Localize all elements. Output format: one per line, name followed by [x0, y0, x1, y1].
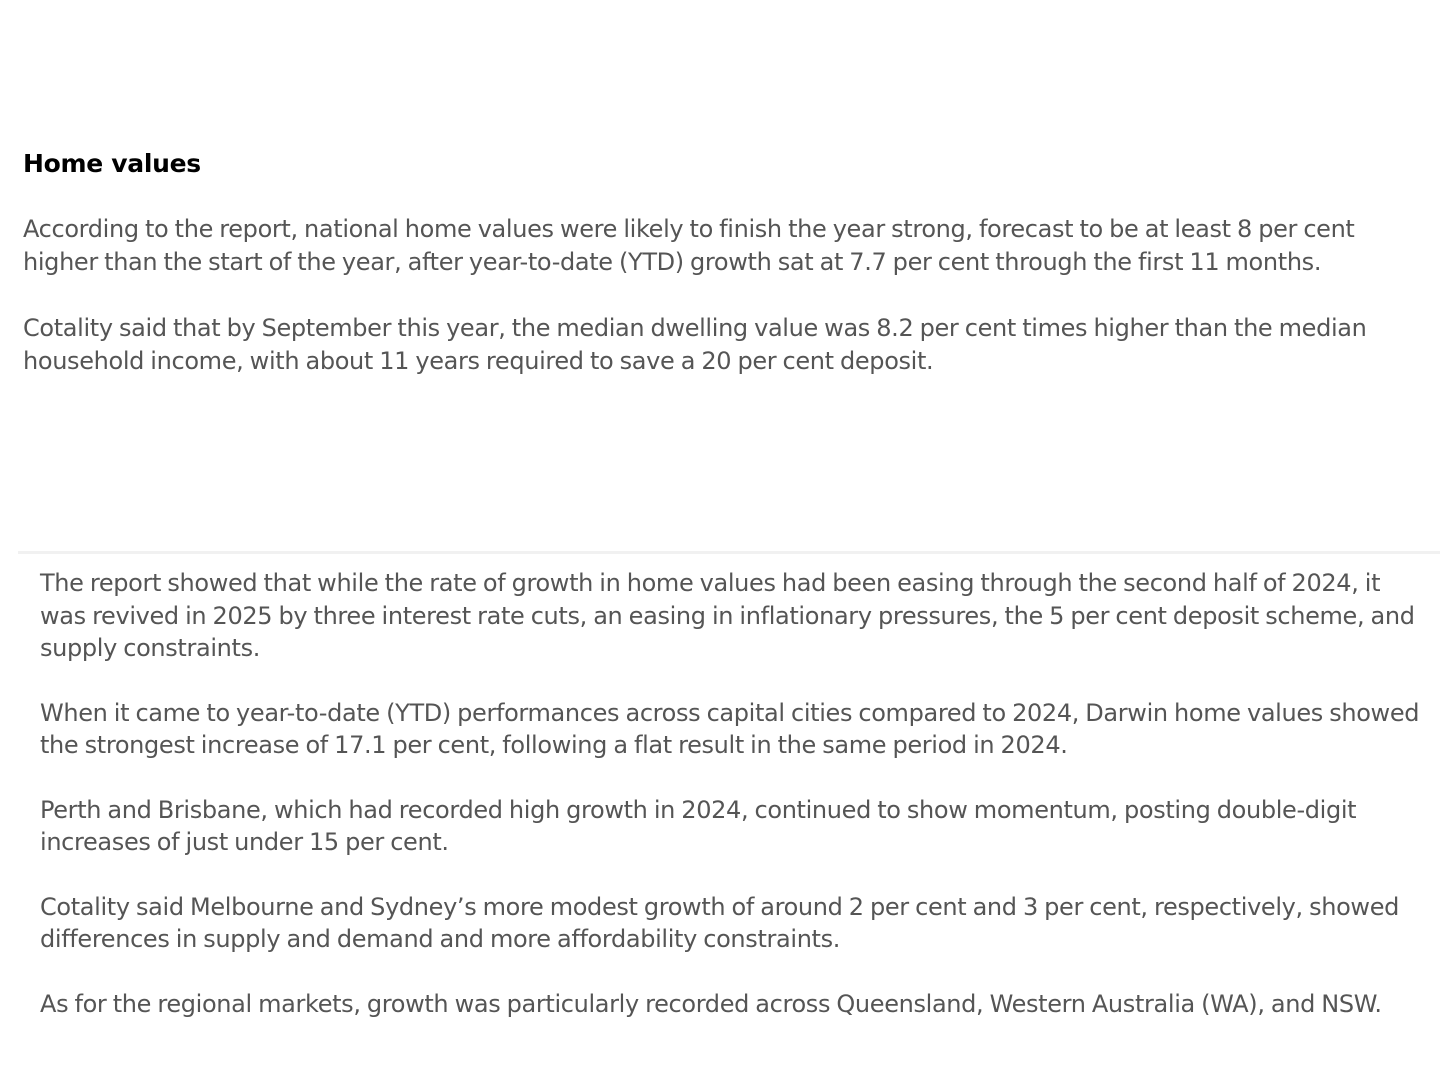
paragraph-regional-markets: As for the regional markets, growth was particularly recorded across Queensland, Western Australia (WA), and NSW. — [40, 989, 1382, 1018]
paragraph-melbourne-sydney: Cotality said Melbourne and Sydney’s more modest growth of around 2 per cent and 3 per cent, respectively, showed differences in supply and demand and more affordability constraints. — [40, 892, 1399, 953]
paragraph-median-dwelling-value: Cotality said that by September this year, the median dwelling value was 8.2 per cent times higher than the median household income, with about 11 years required to save a 20 per cent deposit. — [23, 314, 1367, 375]
paragraph-darwin-increase: When it came to year-to-date (YTD) performances across capital cities compared to 2024, Darwin home values showed the strongest increase of 17.1 per cent, following a flat result in the same period in 2024. — [40, 698, 1420, 759]
paragraph-national-home-values: According to the report, national home values were likely to finish the year strong, forecast to be at least 8 per cent higher than the start of the year, after year-to-date (YTD) growth sat at 7.7 per cent through the first 11 months. — [23, 215, 1355, 276]
paragraph-perth-brisbane: Perth and Brisbane, which had recorded high growth in 2024, continued to show momentum, posting double-digit increases of just under 15 per cent. — [40, 795, 1357, 856]
section-heading: Home values — [23, 149, 201, 178]
section-divider — [18, 551, 1440, 554]
article-section-top — [23, 146, 1423, 411]
article-section-bottom — [40, 567, 1425, 1052]
paragraph-growth-revived: The report showed that while the rate of growth in home values had been easing through the second half of 2024, it was revived in 2025 by three interest rate cuts, an easing in inflationary pressures, the 5 per cent deposit scheme, and supply constraints. — [40, 569, 1415, 662]
